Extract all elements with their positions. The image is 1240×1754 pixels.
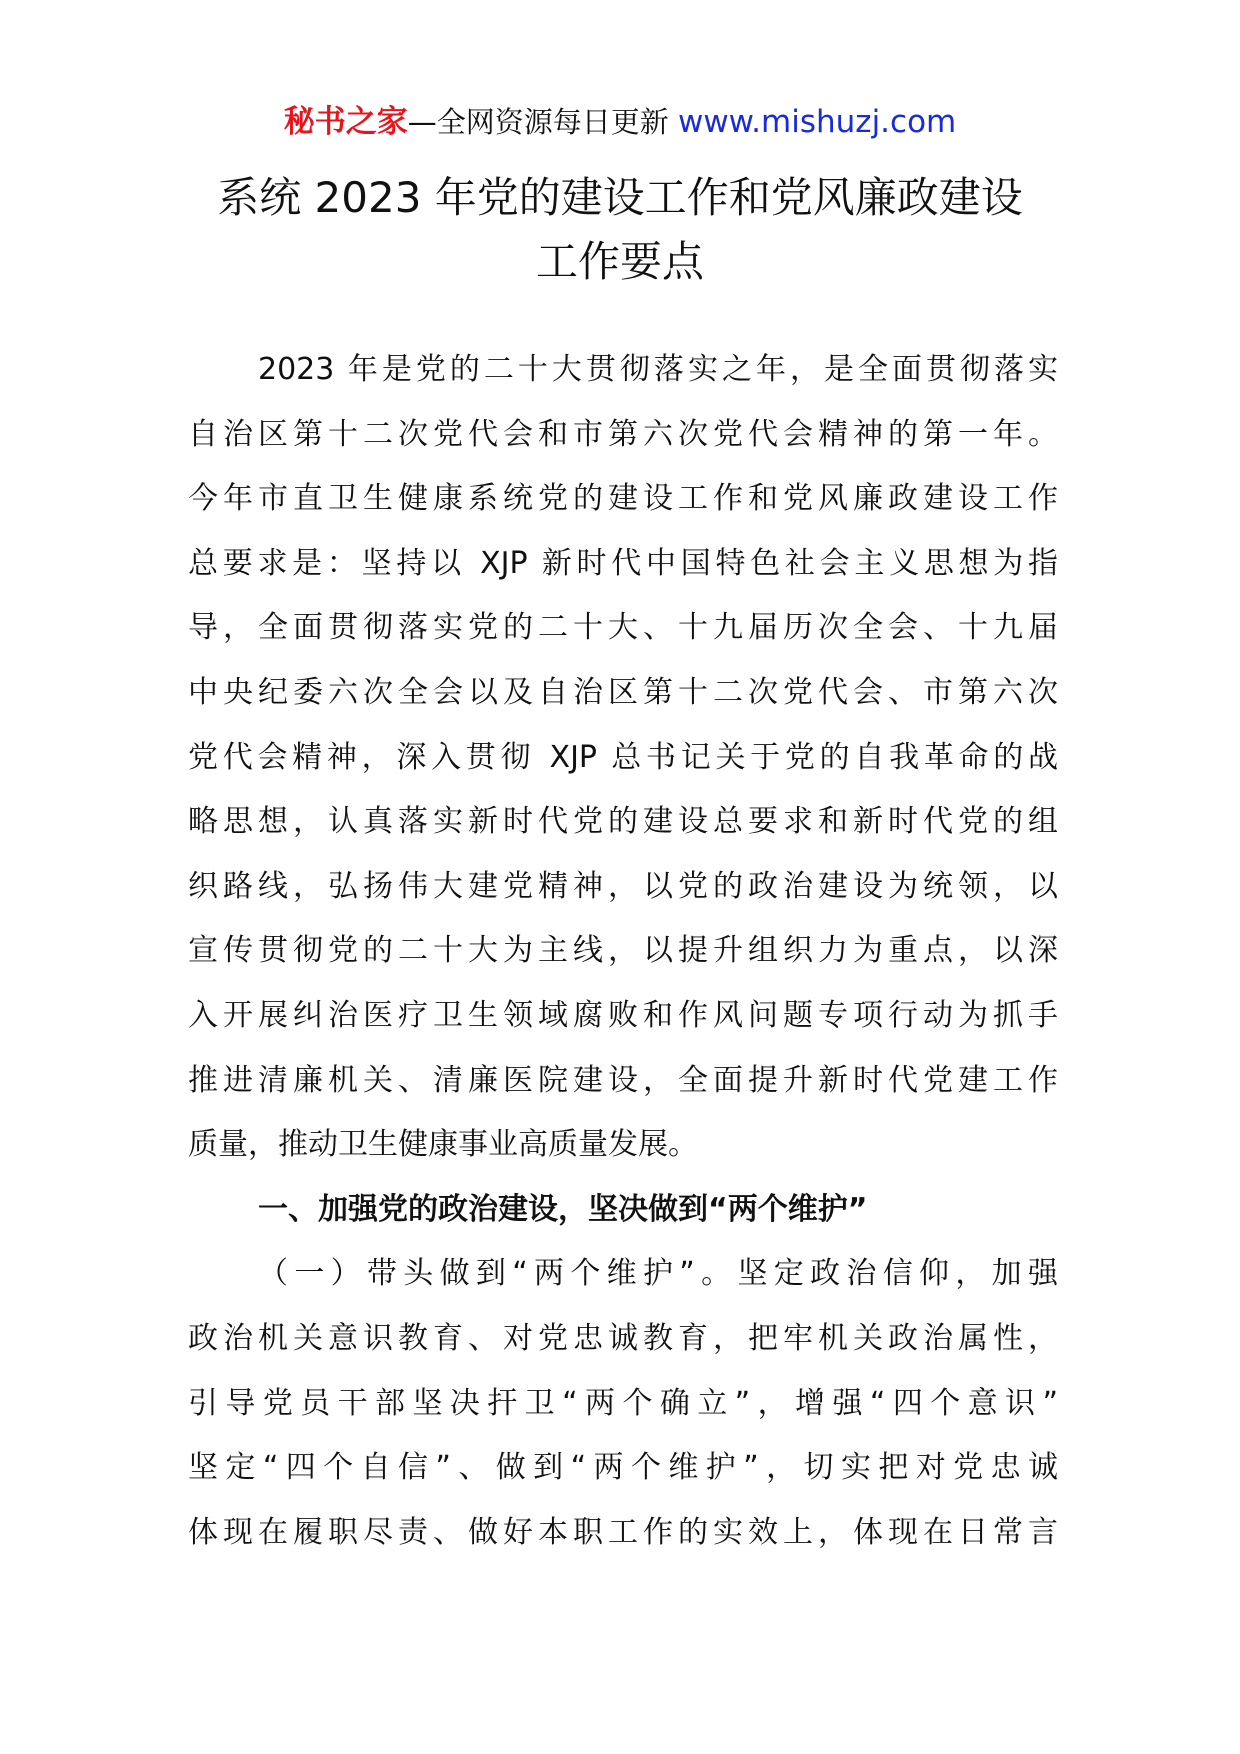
document-body [188,338,1058,1565]
paragraph-line: 略思想，认真落实新时代党的建设总要求和新时代党的组 [188,804,1058,840]
paragraph-line: 入开展纠治医疗卫生领域腐败和作风问题专项行动为抓手 [188,997,1058,1033]
banner-tagline: —全网资源每日更新 [407,105,669,139]
site-url[interactable]: www.mishuzj.com [677,104,957,140]
paragraph-line: 今年市直卫生健康系统党的建设工作和党风廉政建设工作 [188,481,1058,517]
paragraph-line: 坚定“四个自信”、做到“两个维护”，切实把对党忠诚 [188,1450,1058,1486]
document-title [0,166,1240,294]
paragraph-line: 织路线，弘扬伟大建党精神，以党的政治建设为统领，以 [188,868,1058,904]
paragraph-line: 导，全面贯彻落实党的二十大、十九届历次全会、十九届 [188,610,1058,646]
brand-name: 秘书之家 [283,104,408,140]
paragraph-line: （一）带头做到“两个维护”。坚定政治信仰，加强 [258,1256,1058,1292]
paragraph-line: 推进清廉机关、清廉医院建设，全面提升新时代党建工作 [188,1062,1058,1098]
paragraph-line: 质量，推动卫生健康事业高质量发展。 [188,1127,698,1163]
paragraph-line: 宣传贯彻党的二十大为主线，以提升组织力为重点，以深 [188,933,1058,969]
section-heading: 一、加强党的政治建设，坚决做到“两个维护” [258,1191,868,1227]
paragraph-line: 引导党员干部坚决扞卫“两个确立”，增强“四个意识” [188,1385,1058,1421]
paragraph-line: 2023 年是党的二十大贯彻落实之年，是全面贯彻落实 [258,352,1058,387]
paragraph-line: 党代会精神，深入贯彻 XJP 总书记关于党的自我革命的战 [188,739,1058,775]
site-banner [0,102,1240,142]
paragraph-line: 中央纪委六次全会以及自治区第十二次党代会、市第六次 [188,674,1058,710]
paragraph-line: 政治机关意识教育、对党忠诚教育，把牢机关政治属性， [188,1320,1058,1356]
paragraph-line: 体现在履职尽责、做好本职工作的实效上，体现在日常言 [188,1514,1058,1550]
title-line-1: 系统 2023 年党的建设工作和党风廉政建设 [217,173,1023,222]
title-line-2: 工作要点 [535,237,704,286]
paragraph-line: 自治区第十二次党代会和市第六次党代会精神的第一年。 [188,416,1058,452]
paragraph-line: 总要求是：坚持以 XJP 新时代中国特色社会主义思想为指 [188,545,1058,581]
